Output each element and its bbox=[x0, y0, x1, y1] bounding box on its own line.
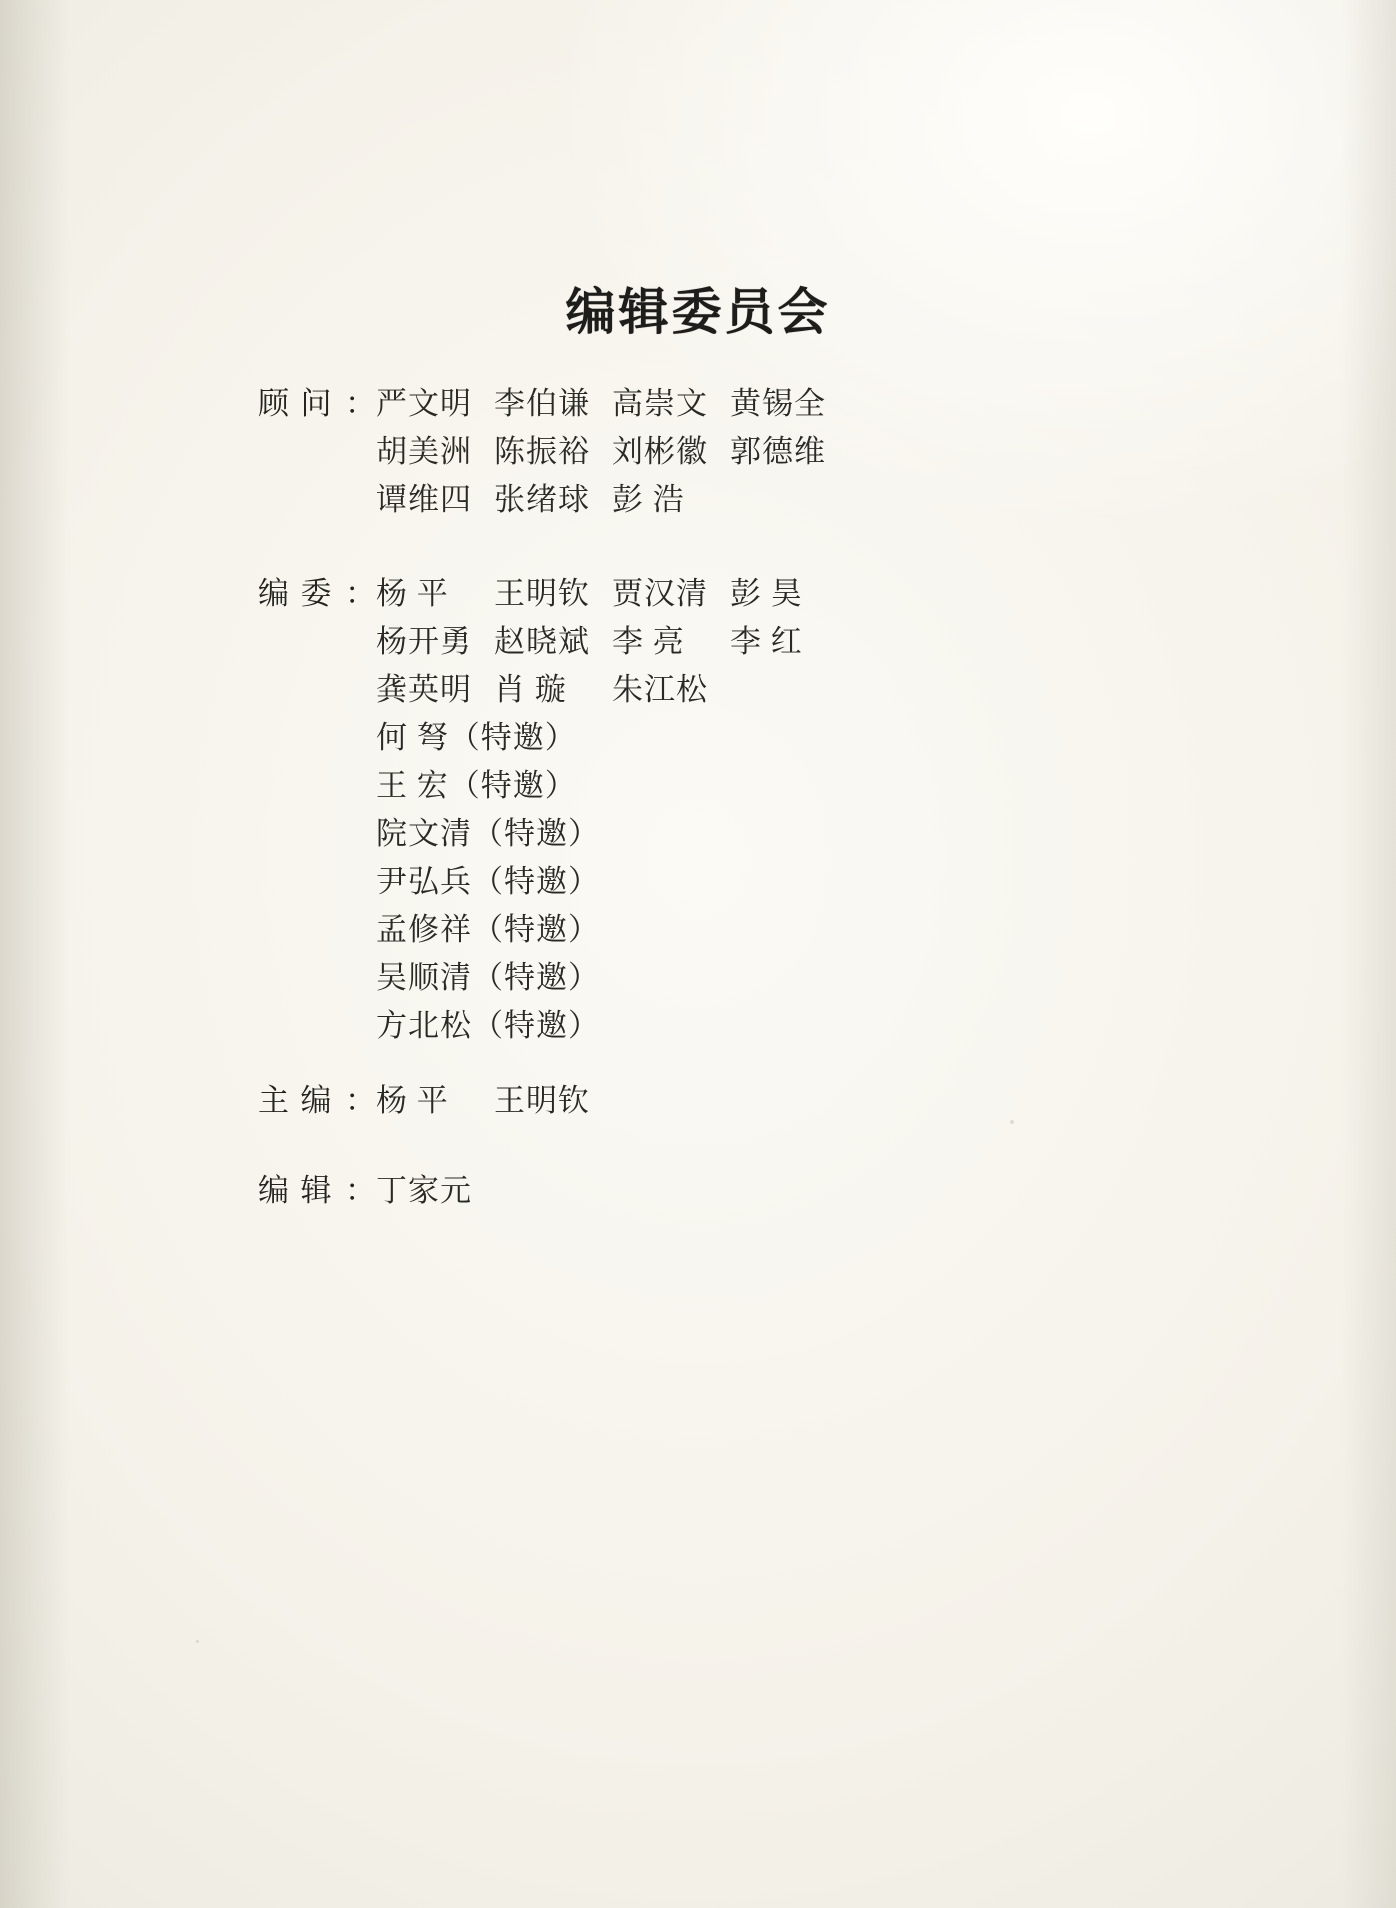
section-row bbox=[258, 1075, 612, 1123]
person-name: 刘彬徽 bbox=[612, 434, 708, 469]
person-name-invited: 方北松（特邀） bbox=[376, 1008, 600, 1043]
person-name: 杨开勇 bbox=[376, 624, 472, 659]
name-group bbox=[376, 952, 600, 997]
person-name: 郭德维 bbox=[730, 434, 826, 469]
section-row bbox=[258, 426, 848, 474]
section-row bbox=[258, 712, 848, 760]
person-name: 杨 平 bbox=[376, 576, 449, 611]
section-row bbox=[258, 904, 848, 952]
person-name: 黄锡全 bbox=[730, 386, 826, 421]
person-name: 朱江松 bbox=[612, 672, 708, 707]
name-group bbox=[376, 856, 600, 901]
person-name: 彭 昊 bbox=[730, 576, 803, 611]
section-row bbox=[258, 378, 848, 426]
section-row bbox=[258, 856, 848, 904]
page-title: 编辑委员会 bbox=[565, 282, 831, 341]
person-name: 李 红 bbox=[730, 624, 803, 659]
person-name: 谭维四 bbox=[376, 482, 472, 517]
person-name-invited: 吴顺清（特邀） bbox=[376, 960, 600, 995]
name-group bbox=[376, 712, 577, 757]
name-group bbox=[376, 568, 848, 613]
section-row bbox=[258, 664, 848, 712]
person-name: 王明钦 bbox=[494, 576, 590, 611]
name-group bbox=[376, 378, 848, 423]
section-row bbox=[258, 952, 848, 1000]
name-group bbox=[376, 1075, 612, 1120]
section-row bbox=[258, 616, 848, 664]
section-label-advisors: 顾 问 ： bbox=[258, 386, 376, 421]
section-editorial-members bbox=[258, 568, 848, 1048]
person-name: 丁家元 bbox=[376, 1173, 472, 1208]
person-name: 贾汉清 bbox=[612, 576, 708, 611]
section-editor bbox=[258, 1165, 494, 1213]
person-name: 胡美洲 bbox=[376, 434, 472, 469]
person-name: 杨 平 bbox=[376, 1083, 449, 1118]
person-name-invited: 院文清（特邀） bbox=[376, 816, 600, 851]
person-name-invited: 尹弘兵（特邀） bbox=[376, 864, 600, 899]
section-row bbox=[258, 760, 848, 808]
person-name: 严文明 bbox=[376, 386, 472, 421]
person-name: 肖 璇 bbox=[494, 672, 567, 707]
person-name: 李 亮 bbox=[612, 624, 685, 659]
person-name: 赵晓斌 bbox=[494, 624, 590, 659]
person-name-invited: 孟修祥（特邀） bbox=[376, 912, 600, 947]
person-name: 高崇文 bbox=[612, 386, 708, 421]
name-group bbox=[376, 760, 577, 805]
person-name: 龚英明 bbox=[376, 672, 472, 707]
section-label-editorial-members: 编 委 ： bbox=[258, 576, 376, 611]
name-group bbox=[376, 616, 848, 661]
section-row bbox=[258, 1165, 494, 1213]
person-name: 陈振裕 bbox=[494, 434, 590, 469]
name-group bbox=[376, 474, 730, 519]
person-name-invited: 何 弩（特邀） bbox=[376, 720, 577, 755]
name-group bbox=[376, 808, 600, 853]
section-row bbox=[258, 1000, 848, 1048]
name-group bbox=[376, 664, 730, 709]
person-name: 王明钦 bbox=[494, 1083, 590, 1118]
paper-speck bbox=[196, 1640, 199, 1643]
name-group bbox=[376, 904, 600, 949]
person-name: 彭 浩 bbox=[612, 482, 685, 517]
section-row bbox=[258, 808, 848, 856]
person-name: 李伯谦 bbox=[494, 386, 590, 421]
name-group bbox=[376, 1000, 600, 1045]
section-advisors bbox=[258, 378, 848, 522]
person-name: 张绪球 bbox=[494, 482, 590, 517]
person-name-invited: 王 宏（特邀） bbox=[376, 768, 577, 803]
paper-speck bbox=[1010, 1120, 1014, 1124]
section-label-chief-editors: 主 编 ： bbox=[258, 1083, 376, 1118]
name-group bbox=[376, 426, 848, 471]
name-group bbox=[376, 1165, 494, 1210]
section-chief-editors bbox=[258, 1075, 612, 1123]
section-row bbox=[258, 474, 848, 522]
section-label-editor: 编 辑 ： bbox=[258, 1173, 376, 1208]
section-row bbox=[258, 568, 848, 616]
